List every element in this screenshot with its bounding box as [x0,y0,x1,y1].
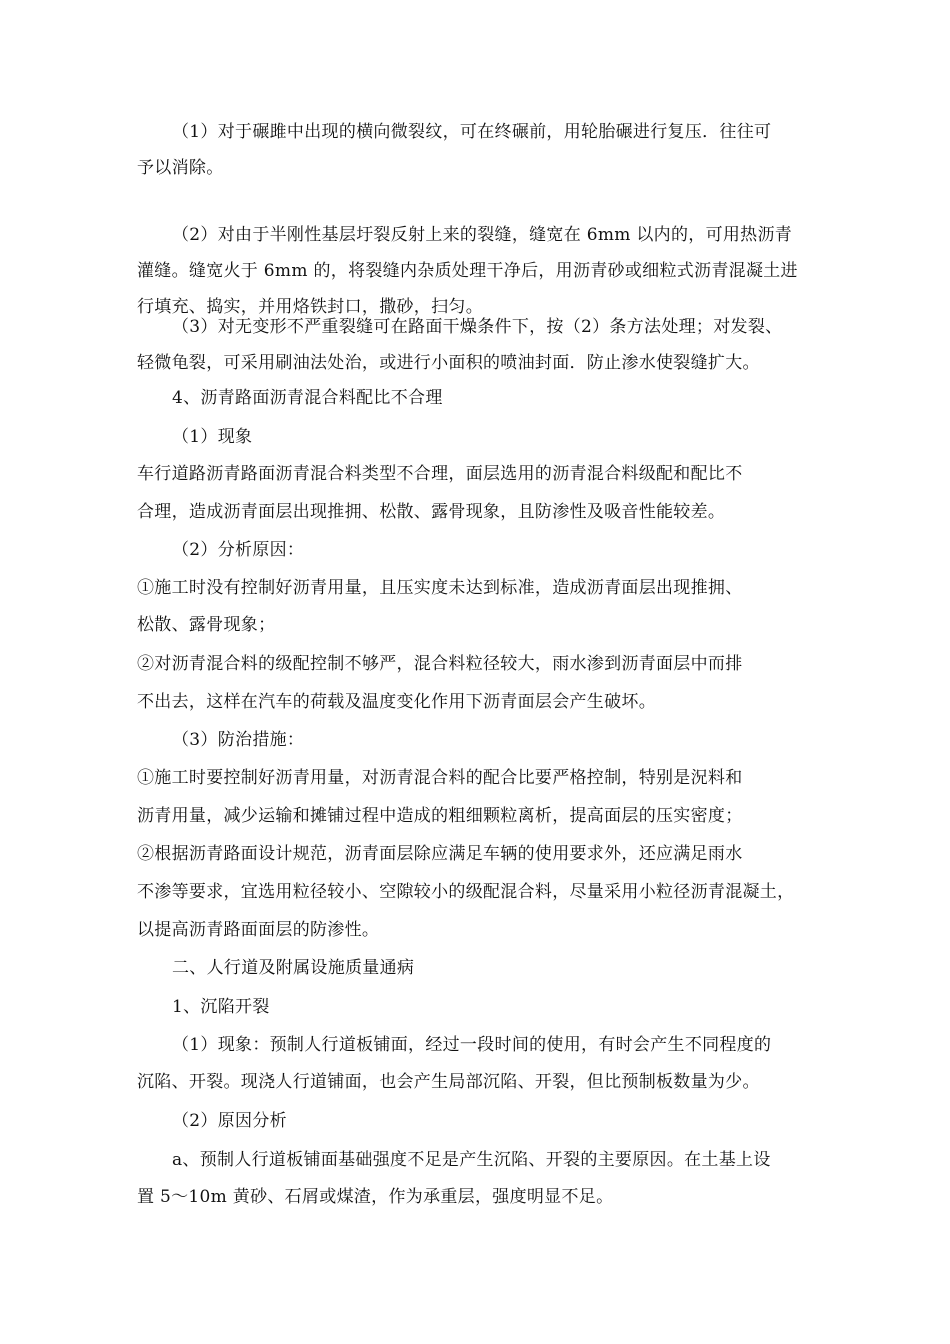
paragraph-line: 不渗等要求，宜选用粒径较小、空隙较小的级配混合料，尽量采用小粒径沥青混凝土， [137,882,795,902]
paragraph-line: 沥青用量，减少运输和摊铺过程中造成的粗细颗粒离析，提高面层的压实密度； [137,806,743,826]
subsection-heading: （2）原因分析 [172,1111,287,1131]
paragraph-line: 合理，造成沥青面层出现推拥、松散、露骨现象，且防渗性及吸音性能较差。 [137,502,726,522]
section-heading: 二、人行道及附属设施质量通病 [172,958,415,978]
section-heading: 4、沥青路面沥青混合料配比不合理 [172,388,443,408]
paragraph-line: （1）对于碾雎中出现的横向微裂纹，可在终碾前，用轮胎碾进行复压．往往可 [172,122,772,142]
paragraph-line: 沉陷、开裂。现浇人行道铺面，也会产生局部沉陷、开裂，但比预制板数量为少。 [137,1072,760,1092]
paragraph-line: （2）对由于半刚性基层圩裂反射上来的裂缝，缝宽在 6mm 以内的，可用热沥青 [172,225,793,245]
paragraph-line: ①施工时没有控制好沥青用量，且压实度未达到标准，造成沥青面层出现推拥、 [137,578,743,598]
paragraph-line: ②根据沥青路面设计规范，沥青面层除应满足车辆的使用要求外，还应满足雨水 [137,844,743,864]
subsection-heading: （3）防治措施： [172,730,305,750]
paragraph-line: 行填充、捣实，并用烙铁封口，撒砂，扫匀。 [137,297,483,317]
paragraph-line: ①施工时要控制好沥青用量，对沥青混合料的配合比要严格控制，特别是況料和 [137,768,743,788]
subsection-heading: （1）现象 [172,427,253,447]
paragraph-line: 灌缝。缝宽火于 6mm 的，将裂缝内杂质处理干净后，用沥青砂或细粒式沥青混凝土进 [137,261,798,281]
paragraph-line: 以提高沥青路面面层的防渗性。 [137,920,380,940]
paragraph-line: a、预制人行道板铺面基础强度不足是产生沉陷、开裂的主要原因。在土基上设 [172,1150,771,1170]
paragraph-line: 车行道路沥青路面沥青混合料类型不合理，面层选用的沥青混合料级配和配比不 [137,464,743,484]
paragraph-line: 置 5～10m 黄砂、石屑或煤渣，作为承重层，强度明显不足。 [137,1187,614,1207]
paragraph-line: 松散、露骨现象； [137,615,276,635]
paragraph-line: 不出去，这样在汽车的荷载及温度变化作用下沥青面层会产生破坏。 [137,692,656,712]
subsection-heading: 1、沉陷开裂 [172,997,270,1017]
paragraph-line: （3）对无变形不严重裂缝可在路面干燥条件下，按（2）条方法处理；对发裂、 [172,317,783,337]
subsection-heading: （2）分析原因： [172,540,305,560]
paragraph-line: ②对沥青混合料的级配控制不够严，混合料粒径较大，雨水渗到沥青面层中而排 [137,654,743,674]
paragraph-line: 轻微龟裂，可采用刷油法处治，或进行小面积的喷油封面．防止渗水使裂缝扩大。 [137,353,760,373]
paragraph-line: 予以消除。 [137,158,224,178]
paragraph-line: （1）现象：预制人行道板铺面，经过一段时间的使用，有时会产生不同程度的 [172,1035,772,1055]
